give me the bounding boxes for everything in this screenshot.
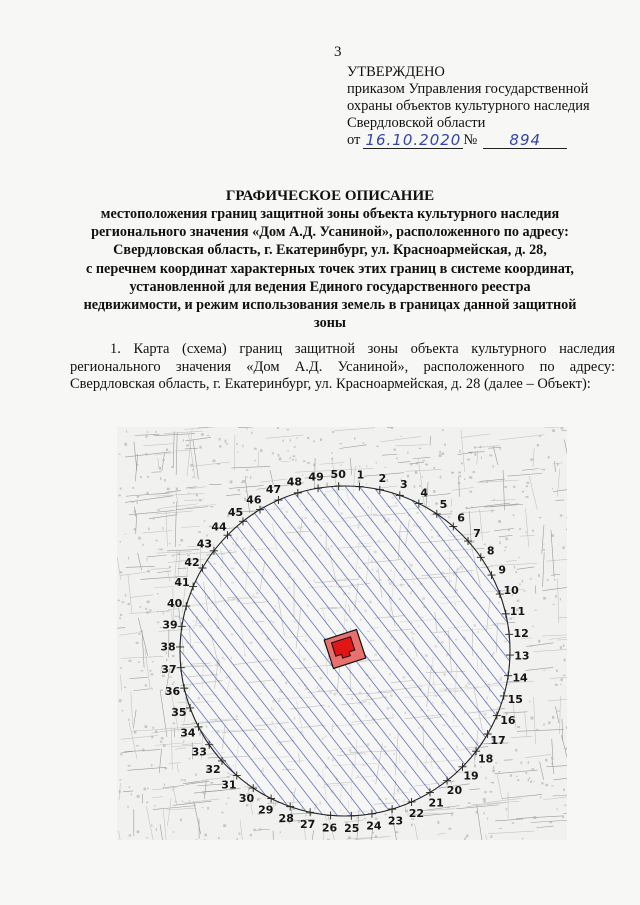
boundary-point-label: 46 [246, 493, 262, 507]
boundary-point-label: 28 [278, 811, 294, 825]
boundary-point-label: 14 [512, 671, 528, 685]
order-date-number [347, 132, 590, 149]
boundary-point-label: 47 [265, 483, 282, 497]
date-prefix: от [347, 132, 361, 148]
boundary-point-label: 42 [184, 555, 200, 569]
boundary-point-label: 7 [473, 527, 481, 541]
page-number: 3 [334, 44, 342, 60]
boundary-point-label: 44 [211, 520, 227, 534]
boundary-point-label: 3 [399, 478, 408, 492]
document-title [60, 187, 600, 332]
boundary-point-label: 50 [330, 468, 346, 482]
boundary-point-label: 25 [344, 821, 360, 835]
boundary-point-label: 6 [457, 511, 465, 525]
boundary-point-label: 13 [514, 649, 530, 663]
title-line: Свердловская область, г. Екатеринбург, ул. Красноармейская, д. 28, [113, 242, 547, 259]
boundary-point-label: 11 [509, 605, 526, 619]
boundary-point-label: 30 [238, 792, 255, 806]
boundary-point-label: 45 [227, 505, 244, 519]
order-number: 894 [483, 133, 567, 149]
boundary-point-label: 31 [221, 778, 237, 792]
title-line: с перечнем координат характерных точек этих границ в системе координат, [86, 260, 574, 277]
boundary-point-label: 17 [490, 734, 506, 748]
boundary-point-label: 10 [503, 583, 519, 597]
boundary-point-label: 24 [366, 819, 382, 833]
boundary-point-label: 41 [174, 575, 190, 589]
boundary-point-label: 19 [463, 769, 479, 783]
boundary-point-label: 39 [162, 618, 178, 632]
boundary-point-label: 27 [299, 818, 316, 832]
boundary-point-label: 21 [428, 796, 444, 810]
boundary-point-label: 36 [164, 684, 181, 698]
approval-line: охраны объектов культурного наследия [347, 98, 590, 114]
boundary-point-label: 49 [308, 470, 324, 484]
title-line: недвижимости, и режим использования земель в границах данной защитной [83, 297, 577, 314]
boundary-point-label: 2 [378, 471, 387, 485]
paragraph-text: 1. Карта (схема) границ защитной зоны объекта культурного наследия регионального значения «Дом А.Д. Усаниной», расположенного по адресу: Свердловская область, г. Екатеринбург, ул. Красноармейская, д. 28 (далее – Объект): [70, 341, 615, 393]
boundary-point-label: 37 [161, 662, 177, 676]
boundary-point-label: 23 [387, 814, 404, 828]
boundary-point-label: 1 [356, 468, 365, 482]
boundary-point-label: 15 [507, 693, 523, 707]
title-line: установленной для ведения Единого государственного реестра [129, 278, 531, 295]
boundary-point-label: 43 [196, 537, 213, 551]
title-line: зоны [314, 315, 346, 332]
approval-stamp [347, 64, 590, 149]
boundary-point-label: 16 [500, 714, 516, 728]
boundary-point-label: 33 [191, 745, 207, 759]
boundary-point-label: 40 [167, 596, 183, 610]
boundary-point-label: 34 [180, 726, 196, 740]
boundary-point-label: 12 [513, 627, 529, 641]
boundary-point-label: 18 [477, 752, 494, 766]
boundary-point-label: 8 [486, 544, 495, 558]
approval-line: Свердловской области [347, 115, 486, 131]
boundary-point-label: 5 [439, 497, 448, 511]
boundary-point-label: 48 [286, 475, 303, 489]
title-line: регионального значения «Дом А.Д. Усаниной», расположенного по адресу: [91, 224, 569, 241]
title-line: местоположения границ защитной зоны объекта культурного наследия [100, 206, 560, 222]
approval-heading: УТВЕРЖДЕНО [347, 64, 445, 80]
boundary-point-label: 22 [408, 806, 425, 820]
boundary-point-label: 32 [205, 762, 221, 776]
number-prefix: № [463, 132, 478, 148]
boundary-point-label: 4 [420, 486, 429, 500]
approval-line: приказом Управления государственной [347, 81, 589, 97]
boundary-point-label: 26 [321, 821, 338, 835]
boundary-point-label: 35 [171, 706, 187, 720]
boundary-point-label: 29 [258, 803, 274, 817]
section-1-paragraph [70, 341, 615, 394]
boundary-point-label: 38 [160, 640, 176, 654]
boundary-point-label: 20 [446, 784, 463, 798]
title-main: ГРАФИЧЕСКОЕ ОПИСАНИЕ [225, 188, 435, 204]
boundary-point-label: 9 [498, 563, 506, 577]
zone-map-drawing [117, 427, 567, 840]
order-date: 16.10.2020 [363, 133, 463, 149]
zone-map [117, 427, 567, 840]
